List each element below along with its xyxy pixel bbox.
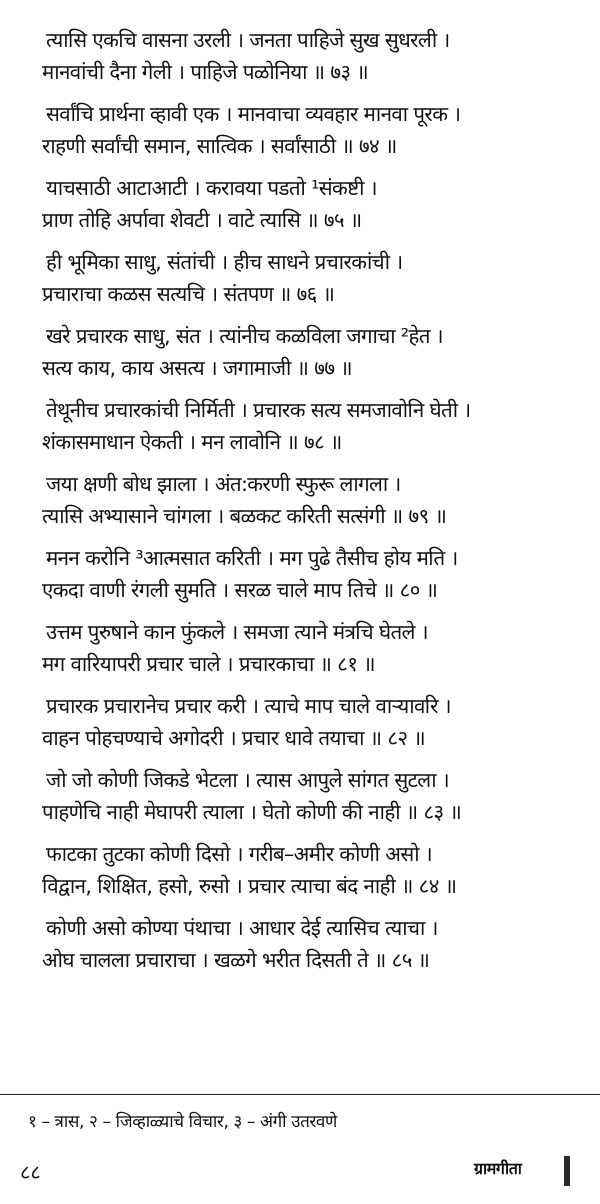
verse-line: उत्तम पुरुषाने कान फुंकले । समजा त्याने मंत्रचि घेतले । <box>46 620 428 644</box>
running-title: ग्रामगीता <box>474 1159 522 1178</box>
verse-stanza-81 <box>0 616 600 680</box>
verse-line: जो जो कोणी जिकडे भेटला । त्यास आपुले सांगत सुटला । <box>46 768 450 792</box>
verse-line: कोणी असो कोण्या पंथाचा । आधार देई त्यासिच त्याचा । <box>46 916 438 940</box>
verse-stanza-80 <box>0 542 600 606</box>
verse-line: पाहणेचि नाही मेघापरी त्याला । घेतो कोणी की नाही ॥ ८३ ॥ <box>42 800 462 824</box>
verse-line: विद्वान, शिक्षित, हसो, रुसो । प्रचार त्याचा बंद नाही ॥ ८४ ॥ <box>42 874 457 898</box>
verse-line: मनन करोनि ³आत्मसात करिती । मग पुढे तैसीच होय मति । <box>46 546 458 570</box>
verse-stanza-74 <box>0 98 600 162</box>
verse-line: प्रचाराचा कळस सत्यचि । संतपण ॥ ७६ ॥ <box>42 282 335 306</box>
verse-line: एकदा वाणी रंगली सुमति । सरळ चाले माप तिचे ॥ ८० ॥ <box>42 578 438 602</box>
verse-line: सर्वांचि प्रार्थना व्हावी एक । मानवाचा व्यवहार मानवा पूरक । <box>46 102 461 126</box>
page-edge-mark <box>564 1156 570 1186</box>
verse-stanza-73 <box>0 24 600 88</box>
verse-block <box>0 24 600 986</box>
verse-stanza-78 <box>0 394 600 458</box>
verse-line: मानवांची दैना गेली । पाहिजे पळोनिया ॥ ७३ ॥ <box>42 60 369 84</box>
verse-line: तेथूनीच प्रचारकांची निर्मिती । प्रचारक सत्य समजावोनि घेती । <box>46 398 471 422</box>
verse-line: फाटका तुटका कोणी दिसो । गरीब–अमीर कोणी असो । <box>46 842 433 866</box>
verse-line: सत्य काय, काय असत्य । जगामाजी ॥ ७७ ॥ <box>42 356 352 380</box>
verse-stanza-84 <box>0 838 600 902</box>
verse-line: मग वारियापरी प्रचार चाले । प्रचारकाचा ॥ ८१ ॥ <box>42 652 375 676</box>
verse-line: याचसाठी आटाआटी । करावया पडतो ¹संकष्टी । <box>46 176 377 200</box>
verse-stanza-79 <box>0 468 600 532</box>
verse-line: त्यासि अभ्यासाने चांगला । बळकट करिती सत्संगी ॥ ७९ ॥ <box>42 504 447 528</box>
page-number: ८८ <box>20 1160 41 1184</box>
verse-line: खरे प्रचारक साधु, संत । त्यांनीच कळविला जगाचा ²हेत । <box>46 324 443 348</box>
verse-line: प्राण तोहि अर्पावा शेवटी । वाटे त्यासि ॥ ७५ ॥ <box>42 208 362 232</box>
verse-line: राहणी सर्वांची समान, सात्विक । सर्वांसाठी ॥ ७४ ॥ <box>42 134 397 158</box>
verse-stanza-75 <box>0 172 600 236</box>
verse-line: ओघ चालला प्रचाराचा । खळगे भरीत दिसती ते ॥ ८५ ॥ <box>42 948 430 972</box>
verse-stanza-77 <box>0 320 600 384</box>
verse-stanza-85 <box>0 912 600 976</box>
verse-line: त्यासि एकचि वासना उरली । जनता पाहिजे सुख सुधरली । <box>46 28 450 52</box>
verse-stanza-82 <box>0 690 600 754</box>
verse-line: वाहन पोहचण्याचे अगोदरी । प्रचार धावे तयाचा ॥ ८२ ॥ <box>42 726 426 750</box>
verse-stanza-83 <box>0 764 600 828</box>
verse-stanza-76 <box>0 246 600 310</box>
footnotes: १ – त्रास, २ – जिव्हाळ्याचे विचार, ३ – अंगी उतरवणे <box>28 1112 337 1132</box>
footnote-divider <box>0 1094 600 1095</box>
verse-line: ही भूमिका साधु, संतांची । हीच साधने प्रचारकांची । <box>46 250 403 274</box>
verse-line: जया क्षणी बोध झाला । अंत:करणी स्फुरू लागला । <box>46 472 401 496</box>
verse-line: शंकासमाधान ऐकती । मन लावोनि ॥ ७८ ॥ <box>42 430 342 454</box>
verse-line: प्रचारक प्रचारानेच प्रचार करी । त्याचे माप चाले वाऱ्यावरि । <box>46 694 451 718</box>
